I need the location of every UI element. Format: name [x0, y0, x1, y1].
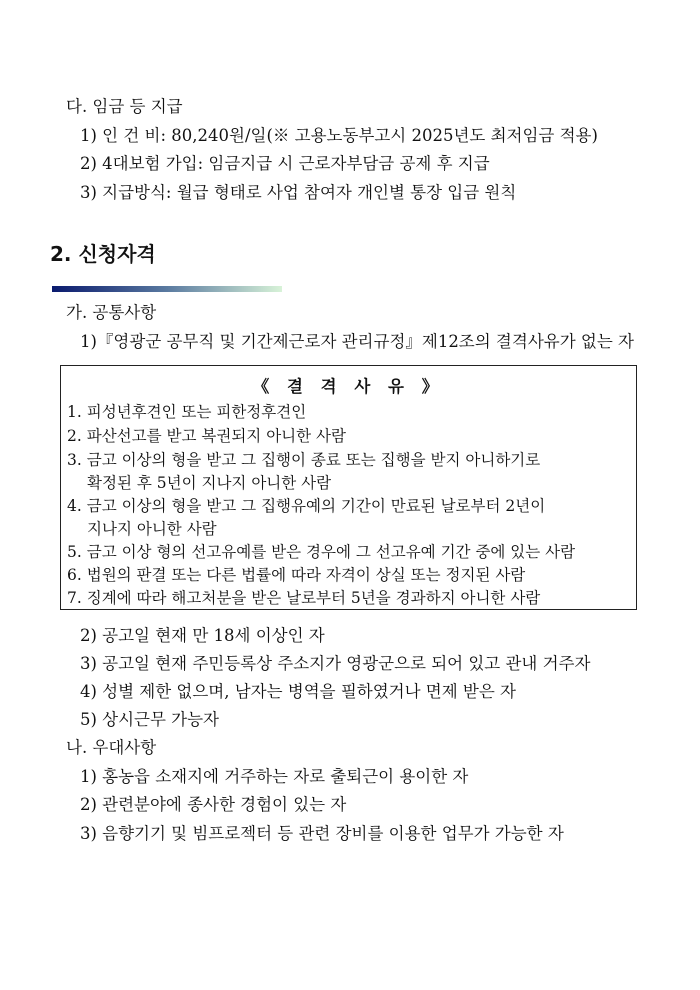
list-item: 2) 관련분야에 종사한 경험이 있는 자: [80, 795, 347, 814]
section-heading-na: 나. 우대사항: [66, 738, 157, 757]
section-heading-da: 다. 임금 등 지급: [66, 97, 183, 116]
section-title: 2. 신청자격: [50, 242, 156, 266]
box-title: 《 결 격 사 유 》: [252, 377, 445, 396]
title-underline-bar: [52, 286, 282, 292]
box-line: 지나지 아니한 사람: [87, 520, 217, 538]
box-line: 5. 금고 이상 형의 선고유예를 받은 경우에 그 선고유예 기간 중에 있는 사람: [67, 543, 576, 561]
box-line: 4. 금고 이상의 형을 받고 그 집행유예의 기간이 만료된 날로부터 2년이: [67, 497, 546, 515]
list-item: 1) 인 건 비: 80,240원/일(※ 고용노동부고시 2025년도 최저임금 적용): [80, 126, 598, 145]
disqualification-box: [60, 365, 637, 610]
list-item: 1) 홍농읍 소재지에 거주하는 자로 출퇴근이 용이한 자: [80, 767, 469, 786]
list-item: 3) 공고일 현재 주민등록상 주소지가 영광군으로 되어 있고 관내 거주자: [80, 654, 591, 673]
box-line: 확정된 후 5년이 지나지 아니한 사람: [87, 474, 332, 492]
list-item: 2) 4대보험 가입: 임금지급 시 근로자부담금 공제 후 지급: [80, 154, 490, 173]
list-item: 3) 음향기기 및 빔프로젝터 등 관련 장비를 이용한 업무가 가능한 자: [80, 824, 564, 843]
box-line: 3. 금고 이상의 형을 받고 그 집행이 종료 또는 집행을 받지 아니하기로: [67, 451, 541, 469]
box-line: 6. 법원의 판결 또는 다른 법률에 따라 자격이 상실 또는 정지된 사람: [67, 566, 526, 584]
box-line: 1. 피성년후견인 또는 피한정후견인: [67, 403, 307, 421]
list-item: 1)『영광군 공무직 및 기간제근로자 관리규정』제12조의 결격사유가 없는 자: [80, 332, 634, 351]
list-item: 5) 상시근무 가능자: [80, 710, 219, 729]
list-item: 3) 지급방식: 월급 형태로 사업 참여자 개인별 통장 입금 원칙: [80, 183, 517, 202]
section-heading-ga: 가. 공통사항: [66, 303, 157, 322]
box-line: 2. 파산선고를 받고 복권되지 아니한 사람: [67, 427, 346, 445]
list-item: 4) 성별 제한 없으며, 남자는 병역을 필하였거나 면제 받은 자: [80, 682, 516, 701]
box-line: 7. 징계에 따라 해고처분을 받은 날로부터 5년을 경과하지 아니한 사람: [67, 589, 541, 607]
list-item: 2) 공고일 현재 만 18세 이상인 자: [80, 626, 325, 645]
